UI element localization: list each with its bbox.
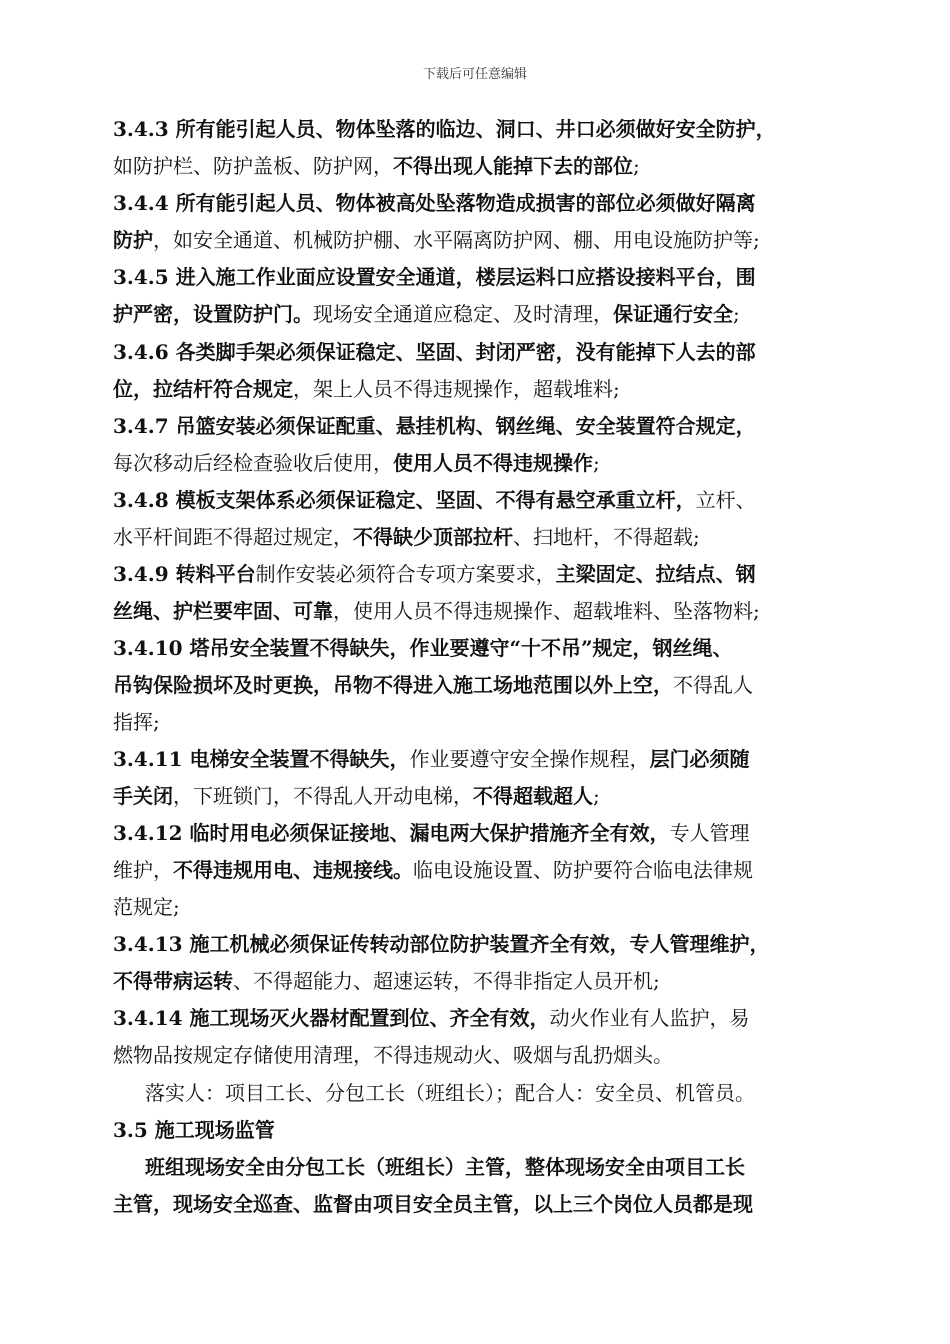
text-line (113, 152, 853, 180)
text-line (113, 226, 853, 254)
text: ; (733, 302, 740, 326)
bold-text: 3.4.4 所有能引起人员、物体被高处坠落物造成损害的部位必须做好隔离 (113, 191, 756, 215)
bold-text: 3.4.12 临时用电必须保证接地、漏电两大保护措施齐全有效， (113, 821, 670, 845)
text: 、不得超能力、超速运转，不得非指定人员开机; (233, 969, 660, 993)
bold-text: 3.4.11 电梯安全装置不得缺失， (113, 747, 410, 771)
text-line (113, 412, 853, 440)
bold-text: 防护 (113, 228, 153, 252)
text: ; (593, 784, 600, 808)
text-line (113, 189, 853, 217)
text-line (113, 263, 853, 291)
bold-text: 主管，现场安全巡查、监督由项目安全员主管，以上三个岗位人员都是现 (113, 1192, 753, 1216)
text: 临电设施设置、防护要符合临电法律规 (413, 858, 753, 882)
bold-text: 护严密，设置防护门。 (113, 302, 313, 326)
text: 维护， (113, 858, 173, 882)
text-line (113, 893, 853, 921)
text: 每次移动后经检查验收后使用， (113, 451, 393, 475)
text-line (113, 745, 853, 773)
bold-text: 3.4.8 模板支架体系必须保证稳定、坚固、不得有悬空承重立杆， (113, 488, 696, 512)
text-line (113, 708, 853, 736)
bold-text: 不得违规用电、违规接线。 (173, 858, 413, 882)
bold-text: 3.4.9 转料平台 (113, 562, 256, 586)
bold-text: 使用人员不得违规操作 (393, 451, 593, 475)
text-line (113, 300, 853, 328)
bold-text: 3.4.10 塔吊安全装置不得缺失，作业要遵守“十不吊”规定，钢丝绳、 (113, 636, 733, 660)
text: 如防护栏、防护盖板、防护网， (113, 154, 393, 178)
text: 专人管理 (669, 821, 750, 845)
bold-text: 主梁固定、拉结点、钢 (555, 562, 756, 586)
bold-text: 3.4.14 施工现场灭火器材配置到位、齐全有效， (113, 1006, 550, 1030)
text: 指挥; (113, 710, 160, 734)
bold-text: 手关闭 (113, 784, 173, 808)
text-line (113, 1041, 853, 1069)
text-line (113, 671, 853, 699)
text: 不得乱人 (673, 673, 753, 697)
text-line (113, 930, 853, 958)
bold-text: 不得缺少顶部拉杆 (353, 525, 513, 549)
text-line (113, 1116, 853, 1144)
text-line (113, 597, 853, 625)
text-line (113, 634, 853, 662)
bold-text: 丝绳、护栏要牢固、可靠 (113, 599, 333, 623)
text-line (113, 1004, 853, 1032)
text: 现场安全通道应稳定、及时清理， (313, 302, 613, 326)
bold-text: 3.4.5 进入施工作业面应设置安全通道，楼层运料口应搭设接料平台，围 (113, 265, 756, 289)
text: 作业要遵守安全操作规程， (409, 747, 650, 771)
text: 落实人：项目工长、分包工长（班组长）；配合人：安全员、机管员。 (145, 1081, 755, 1105)
text: 燃物品按规定存储使用清理，不得违规动火、吸烟与乱扔烟头。 (113, 1043, 673, 1067)
text-line (113, 375, 853, 403)
text-line (113, 967, 853, 995)
bold-text: 位，拉结杆符合规定 (113, 377, 293, 401)
text-line (113, 449, 853, 477)
text-line (145, 1079, 885, 1107)
text-line (113, 1190, 853, 1218)
bold-text: 3.4.6 各类脚手架必须保证稳定、坚固、封闭严密，没有能掉下人去的部 (113, 340, 756, 364)
text-line (113, 338, 853, 366)
text-line (113, 782, 853, 810)
bold-text: 3.4.7 吊篮安装必须保证配重、悬挂机构、钢丝绳、安全装置符合规定， (113, 414, 756, 438)
text: ，架上人员不得违规操作，超载堆料; (293, 377, 620, 401)
text: 立杆、 (695, 488, 756, 512)
text-line (113, 819, 853, 847)
text-line (145, 1153, 885, 1181)
bold-text: 不得超载超人 (473, 784, 593, 808)
bold-text: 3.4.13 施工机械必须保证传转动部位防护装置齐全有效，专人管理维护， (113, 932, 770, 956)
page-header: 下载后可任意编辑 (422, 67, 527, 82)
text-line (113, 486, 853, 514)
text-line (113, 560, 853, 588)
bold-text: 层门必须随 (649, 747, 750, 771)
bold-text: 不得出现人能掉下去的部位 (393, 154, 633, 178)
text-line (113, 856, 853, 884)
text: ，下班锁门，不得乱人开动电梯， (173, 784, 473, 808)
bold-text: 保证通行安全 (613, 302, 733, 326)
text: ，如安全通道、机械防护棚、水平隔离防护网、棚、用电设施防护等; (153, 228, 760, 252)
text: 、扫地杆，不得超载; (513, 525, 700, 549)
text-line (113, 115, 853, 143)
text: 制作安装必须符合专项方案要求， (255, 562, 556, 586)
bold-text: 班组现场安全由分包工长（班组长）主管，整体现场安全由项目工长 (145, 1155, 745, 1179)
text: ; (593, 451, 600, 475)
text: 水平杆间距不得超过规定， (113, 525, 353, 549)
bold-text: 3.4.3 所有能引起人员、物体坠落的临边、洞口、井口必须做好安全防护， (113, 117, 776, 141)
bold-text: 不得带病运转 (113, 969, 233, 993)
text-line (113, 523, 853, 551)
text: ; (633, 154, 640, 178)
bold-text: 吊钩保险损坏及时更换，吊物不得进入施工场地范围以外上空， (113, 673, 673, 697)
text: 范规定; (113, 895, 180, 919)
bold-text: 3.5 施工现场监管 (113, 1118, 275, 1142)
text: ，使用人员不得违规操作、超载堆料、坠落物料; (333, 599, 760, 623)
text: 动火作业有人监护，易 (549, 1006, 750, 1030)
